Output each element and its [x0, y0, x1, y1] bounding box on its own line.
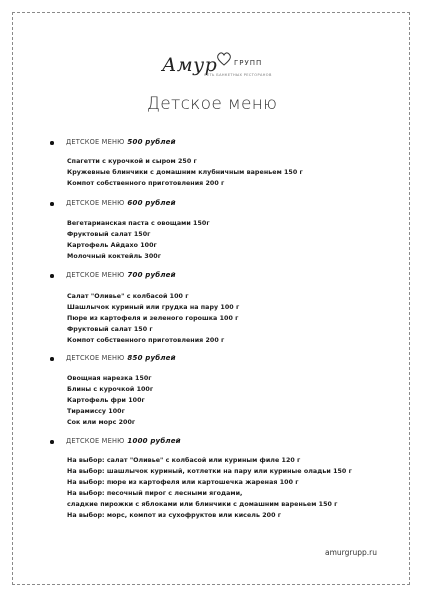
menu-item: Шашлычок куриный или грудка на пару 100 г	[67, 304, 240, 311]
section-label: ДЕТСКОЕ МЕНЮ	[66, 271, 125, 279]
section-title	[66, 138, 176, 146]
section-label: ДЕТСКОЕ МЕНЮ	[66, 199, 125, 207]
menu-item: Сок или морс 200г	[67, 419, 136, 426]
menu-item: Молочный коктейль 300г	[67, 253, 162, 260]
menu-item: Компот собственного приготовления 200 г	[67, 180, 225, 187]
menu-item: Салат "Оливье" с колбасой 100 г	[67, 293, 189, 300]
section-bullet	[50, 202, 54, 206]
menu-item: сладкие пирожки с яблоками или блинчики с домашним вареньем 150 г	[67, 501, 338, 508]
menu-item: Картофель Айдахо 100г	[67, 242, 157, 249]
section-price: 500 рублей	[127, 138, 176, 146]
menu-item: На выбор: салат "Оливье" с колбасой или куриным филе 120 г	[67, 457, 301, 464]
section-bullet	[50, 357, 54, 361]
section-bullet	[50, 440, 54, 444]
logo-script-text: Амур	[162, 54, 218, 76]
menu-item: Компот собственного приготовления 200 г	[67, 337, 225, 344]
menu-item: Пюре из картофеля и зеленого горошка 100 г	[67, 315, 239, 322]
menu-item: Фруктовый салат 150 г	[67, 326, 153, 333]
section-bullet	[50, 274, 54, 278]
menu-item: Картофель фри 100г	[67, 397, 145, 404]
menu-item: На выбор: пюре из картофеля или картошечка жареная 100 г	[67, 479, 299, 486]
section-title	[66, 271, 176, 279]
logo-group-text: ГРУПП	[234, 59, 263, 67]
menu-item: На выбор: песочный пирог с лесными ягодами,	[67, 490, 243, 497]
menu-item: Спагетти с курочкой и сыром 250 г	[67, 158, 197, 165]
section-bullet	[50, 141, 54, 145]
section-price: 1000 рублей	[127, 437, 181, 445]
section-title	[66, 437, 181, 445]
section-title	[66, 354, 176, 362]
menu-item: Кружевные блинчики с домашним клубничным вареньем 150 г	[67, 169, 303, 176]
menu-item: Вегетарианская паста с овощами 150г	[67, 220, 210, 227]
page-title: Детское меню	[146, 94, 278, 114]
menu-item: На выбор: шашлычок куриный, котлетки на пару или куриные оладьи 150 г	[67, 468, 352, 475]
section-label: ДЕТСКОЕ МЕНЮ	[66, 354, 125, 362]
menu-item: На выбор: морс, компот из сухофруктов или кисель 200 г	[67, 512, 282, 519]
menu-item: Тирамиссу 100г	[67, 408, 125, 415]
section-price: 850 рублей	[127, 354, 176, 362]
menu-item: Овощная нарезка 150г	[67, 375, 152, 382]
section-price: 600 рублей	[127, 199, 176, 207]
section-price: 700 рублей	[127, 271, 176, 279]
section-title	[66, 199, 176, 207]
menu-item: Блины с курочкой 100г	[67, 386, 154, 393]
logo-tagline: СЕТЬ БАНКЕТНЫХ РЕСТОРАНОВ	[204, 73, 272, 77]
menu-item: Фруктовый салат 150г	[67, 231, 151, 238]
section-label: ДЕТСКОЕ МЕНЮ	[66, 138, 125, 146]
brand-logo	[150, 50, 280, 90]
heart-icon	[216, 52, 232, 66]
section-label: ДЕТСКОЕ МЕНЮ	[66, 437, 125, 445]
website-link[interactable]: amurgrupp.ru	[325, 548, 377, 557]
